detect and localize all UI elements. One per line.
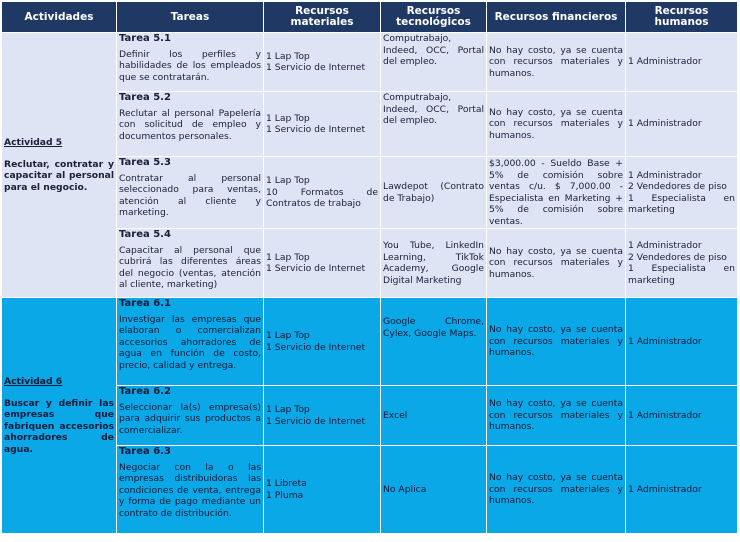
financieros-cell: No hay costo, ya se cuenta con recursos materiales y humanos.	[487, 386, 626, 446]
task-text: Negociar con la o las empresas distribuidoras las condiciones de venta, entrega y forma de pago mediante un contrato de distribución.	[119, 461, 261, 519]
header-actividades: Actividades	[2, 2, 117, 33]
header-recursos-tecnologicos: Recursos tecnológicos	[381, 2, 487, 33]
task-title: Tarea 5.4	[119, 229, 171, 240]
material-item: 1 Servicio de Internet	[266, 62, 366, 73]
humano-item: 1 Administrador	[628, 483, 702, 495]
humano-item: 1 Administrador	[628, 409, 702, 421]
humanos-cell	[626, 229, 738, 298]
humano-item: 1 Administrador	[628, 240, 702, 251]
task-title: Tarea 5.3	[119, 157, 171, 168]
task-cell	[117, 446, 264, 534]
task-text: Capacitar al personal que cubrirá las diferentes áreas del negocio (ventas, atención al cliente, marketing)	[119, 244, 261, 290]
material-item: 1 Lap Top	[266, 330, 310, 341]
material-item: 1 Lap Top	[266, 175, 310, 187]
humano-item: 1 Especialista en marketing	[628, 263, 735, 286]
task-cell	[117, 33, 264, 92]
task-text: Contratar al personal seleccionado para ventas, atención al cliente y marketing.	[119, 172, 261, 218]
humano-item: 1 Administrador	[628, 56, 702, 68]
humanos-cell	[626, 386, 738, 446]
tecnologicos-cell: Lawdepot (Contrato de Trabajo)	[381, 157, 487, 229]
activity-cell	[2, 298, 117, 534]
task-text: Reclutar al personal Papelería con solicitud de empleo y documentos personales.	[119, 107, 261, 142]
tecnologicos-cell: No Aplica	[381, 446, 487, 534]
material-item: 1 Lap Top	[266, 50, 310, 62]
task-cell	[117, 298, 264, 386]
financieros-cell: $3,000.00 - Sueldo Base + 5% de comisión sobre ventas c/u. $ 7,000.00 - Especialista en Marketing + 5% de comisión sobre ventas.	[487, 157, 626, 229]
table-row	[2, 33, 738, 92]
material-item: 1 Servicio de Internet	[266, 415, 366, 427]
material-item: 1 Pluma	[266, 489, 304, 501]
humano-item: 1 Administrador	[628, 335, 702, 347]
financieros-cell: No hay costo, ya se cuenta con recursos materiales y humanos.	[487, 33, 626, 92]
material-item: 1 Servicio de Internet	[266, 263, 366, 274]
header-recursos-humanos: Recursos humanos	[626, 2, 738, 33]
task-cell	[117, 92, 264, 157]
material-item: 1 Servicio de Internet	[266, 341, 366, 353]
humanos-cell	[626, 92, 738, 157]
table-row	[2, 298, 738, 386]
header-tareas: Tareas	[117, 2, 264, 33]
task-text: Investigar las empresas que elaboran o comercializan accesorios ahorradores de agua en función de costo, precio, calidad y entrega.	[119, 313, 261, 371]
humanos-cell	[626, 446, 738, 534]
material-item: 10 Formatos de Contratos de trabajo	[266, 186, 378, 210]
task-title: Tarea 5.1	[119, 33, 171, 44]
humano-item: 2 Vendedores de piso	[628, 181, 727, 192]
tecnologicos-cell: You Tube, LinkedIn Learning, TikTok Academy, Google Digital Marketing	[381, 229, 487, 298]
header-recursos-materiales: Recursos materiales	[264, 2, 381, 33]
task-cell	[117, 157, 264, 229]
resources-table	[1, 1, 738, 534]
task-text: Seleccionar la(s) empresa(s) para adquirir sus productos a comercializar.	[119, 401, 261, 436]
header-recursos-financieros: Recursos financieros	[487, 2, 626, 33]
activity-cell	[2, 33, 117, 298]
material-item: 1 Servicio de Internet	[266, 124, 366, 135]
financieros-cell: No hay costo, ya se cuenta con recursos materiales y humanos.	[487, 298, 626, 386]
activity-description: Buscar y definir las empresas que fabriquen accesorios ahorradores de agua.	[4, 397, 114, 455]
financieros-cell: No hay costo, ya se cuenta con recursos materiales y humanos.	[487, 446, 626, 534]
tecnologicos-cell: Computrabajo, Indeed, OCC, Portal del empleo.	[381, 33, 487, 92]
humano-item: 2 Vendedores de piso	[628, 251, 727, 263]
activity-description: Reclutar, contratar y capacitar al personal para el negocio.	[4, 158, 114, 193]
material-item: 1 Lap Top	[266, 404, 310, 415]
tecnologicos-cell	[381, 298, 487, 386]
humano-item: 1 Administrador	[628, 118, 702, 130]
materiales-cell	[264, 92, 381, 157]
task-title: Tarea 6.2	[119, 386, 171, 397]
tecnologicos-text: Google Chrome, Cylex, Google Maps.	[383, 316, 484, 339]
activity-title: Actividad 6	[4, 376, 63, 387]
materiales-cell	[264, 33, 381, 92]
humanos-cell	[626, 33, 738, 92]
header-row	[2, 2, 738, 33]
financieros-cell: No hay costo, ya se cuenta con recursos materiales y humanos.	[487, 229, 626, 298]
tecnologicos-cell: Computrabajo, Indeed, OCC, Portal del empleo.	[381, 92, 487, 157]
humanos-cell	[626, 157, 738, 229]
humanos-cell	[626, 298, 738, 386]
task-cell	[117, 386, 264, 446]
task-cell	[117, 229, 264, 298]
material-item: 1 Lap Top	[266, 251, 310, 263]
task-title: Tarea 6.1	[119, 298, 171, 309]
activity-title: Actividad 5	[4, 137, 63, 148]
materiales-cell	[264, 229, 381, 298]
materiales-cell	[264, 446, 381, 534]
task-text: Definir los perfiles y habilidades de los empleados que se contratarán.	[119, 48, 261, 83]
task-title: Tarea 5.2	[119, 92, 171, 103]
humano-item: 1 Especialista en marketing	[628, 192, 735, 215]
tecnologicos-cell: Excel	[381, 386, 487, 446]
material-item: 1 Libreta	[266, 478, 307, 489]
task-title: Tarea 6.3	[119, 446, 171, 457]
material-item: 1 Lap Top	[266, 112, 310, 124]
materiales-cell	[264, 386, 381, 446]
materiales-cell	[264, 157, 381, 229]
humano-item: 1 Administrador	[628, 169, 702, 181]
materiales-cell	[264, 298, 381, 386]
financieros-cell: No hay costo, ya se cuenta con recursos materiales y humanos.	[487, 92, 626, 157]
